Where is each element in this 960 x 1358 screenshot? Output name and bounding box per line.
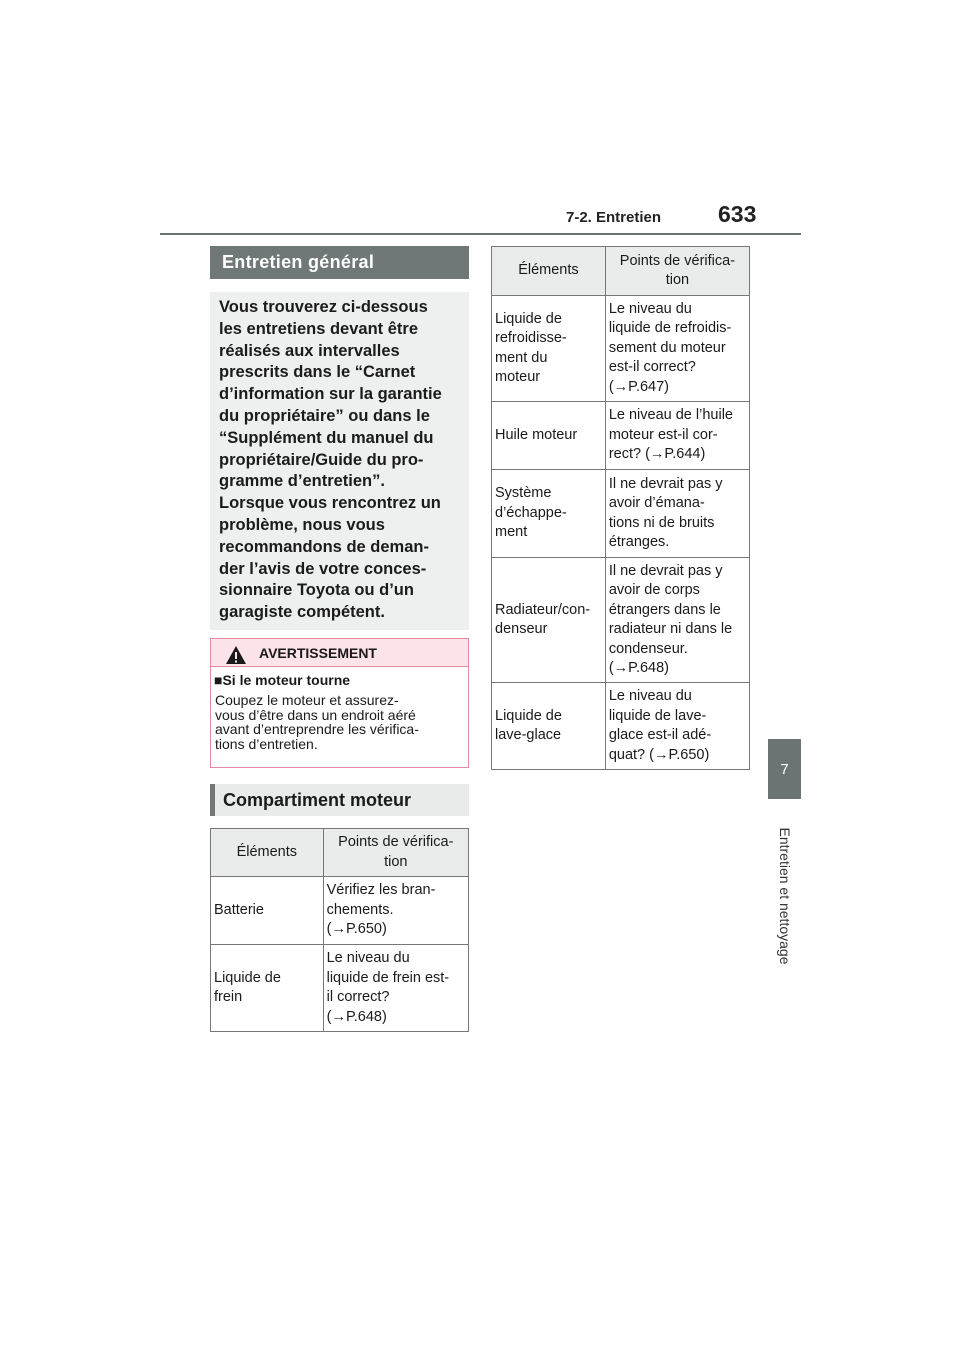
item-cell: Huile moteur: [492, 402, 606, 470]
check-cell: Le niveau du liquide de refroidis- sement du moteur est-il correct? (→P.647): [605, 296, 749, 402]
check-cell: Il ne devrait pas y avoir de corps étrangers dans le radiateur ni dans le condenseur. (→P.648): [605, 558, 749, 683]
page-number: 633: [718, 201, 757, 227]
check-cell: Le niveau du liquide de lave- glace est-il adé- quat? (→P.650): [605, 683, 749, 770]
check-cell: Le niveau du liquide de frein est- il correct? (→P.648): [323, 945, 468, 1032]
item-cell: Radiateur/con- denseur: [492, 558, 606, 683]
chapter-number: 7: [780, 760, 789, 778]
engine-check-table-left: [210, 828, 469, 1032]
item-cell: Liquide de frein: [211, 945, 324, 1032]
item-cell: Liquide de lave-glace: [492, 683, 606, 770]
item-cell: Système d’échappe- ment: [492, 470, 606, 558]
warning-subtitle-text: Si le moteur tourne: [222, 672, 351, 688]
section-title: 7-2. Entretien: [566, 209, 662, 226]
table-row: [492, 402, 750, 470]
column-header-checks: Points de vérifica- tion: [323, 829, 468, 877]
warning-triangle-icon: [225, 645, 247, 665]
intro-text: Vous trouverez ci-dessous les entretiens devant être réalisés aux intervalles prescrits dans le “Carnet d’information sur la garantie du propriétaire” ou dans le “Supplément du manuel du propriétaire/Guide du pro- gramme d’entretien”. Lorsque vous rencontrez un problème, nous vous recommandons de deman- der l’avis de votre conces- sionnaire Toyota ou d’un garagiste compétent.: [219, 298, 442, 622]
warning-title: AVERTISSEMENT: [259, 645, 377, 661]
engine-check-table-right: [491, 246, 750, 770]
warning-subtitle: [214, 672, 350, 688]
chapter-title-vertical: [768, 806, 801, 986]
column-header-items: Éléments: [492, 247, 606, 296]
table-row: [492, 683, 750, 770]
item-cell: Liquide de refroidisse- ment du moteur: [492, 296, 606, 402]
column-header-items: Éléments: [211, 829, 324, 877]
column-header-checks: Points de vérifica- tion: [605, 247, 749, 296]
table-row: [492, 470, 750, 558]
warning-body: Coupez le moteur et assurez- vous d’être dans un endroit aéré avant d’entreprendre les vérifica- tions d’entretien.: [215, 692, 419, 752]
square-bullet-icon: ■: [214, 672, 223, 688]
chapter-tab[interactable]: [768, 739, 801, 799]
item-cell: Batterie: [211, 877, 324, 945]
general-maintenance-heading: Entretien général: [210, 246, 469, 279]
table-row: [211, 945, 469, 1032]
engine-compartment-heading: Compartiment moteur: [210, 784, 469, 816]
check-cell: Vérifiez les bran- chements. (→P.650): [323, 877, 468, 945]
check-cell: Le niveau de l’huile moteur est-il cor- rect? (→P.644): [605, 402, 749, 470]
table-row: [492, 558, 750, 683]
check-cell: Il ne devrait pas y avoir d’émana- tions ni de bruits étranges.: [605, 470, 749, 558]
table-row: [211, 877, 469, 945]
header-rule: [160, 233, 801, 235]
chapter-title: Entretien et nettoyage: [776, 827, 793, 965]
table-row: [492, 296, 750, 402]
